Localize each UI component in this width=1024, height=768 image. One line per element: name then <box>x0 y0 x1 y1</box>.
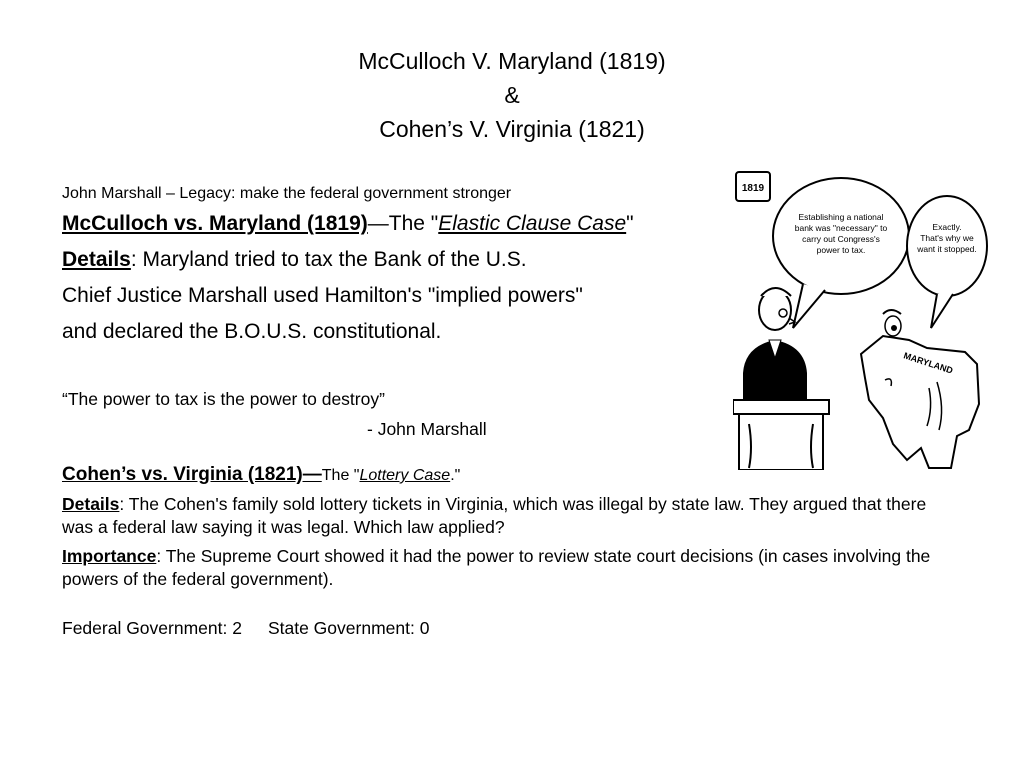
quote-attribution: - John Marshall <box>367 419 487 439</box>
right-bubble-tail <box>931 294 953 328</box>
left-bubble-line-4: power to tax. <box>816 245 866 255</box>
mcculloch-line-2: Chief Justice Marshall used Hamilton's "implied powers" <box>62 284 583 307</box>
marshall-figure <box>733 288 829 470</box>
title-line-3: Cohen’s V. Virginia (1821) <box>379 116 645 142</box>
cohens-details <box>62 493 962 539</box>
left-bubble-line-3: carry out Congress's <box>802 234 880 244</box>
right-bubble-line-2: That's why we <box>920 233 974 243</box>
cohens-details-label: Details <box>62 494 120 514</box>
slide-title <box>0 44 1024 146</box>
mcculloch-close-quote: " <box>626 212 634 235</box>
title-line-1: McCulloch V. Maryland (1819) <box>358 48 666 74</box>
intro-text: John Marshall – Legacy: make the federal government stronger <box>62 185 512 202</box>
mcculloch-nickname: Elastic Clause Case <box>438 212 627 235</box>
left-bubble-line-1: Establishing a national <box>798 212 884 222</box>
political-cartoon <box>733 168 991 470</box>
cohens-details-text: : The Cohen's family sold lottery tickets in Virginia, which was illegal by state law. They argued that there was a federal law saying it was legal. Which law applied? <box>62 494 927 537</box>
left-bubble-line-2: bank was "necessary" to <box>794 223 888 233</box>
cohens-heading: Cohen’s vs. Virginia (1821)— <box>62 464 322 485</box>
score-line <box>62 615 962 641</box>
cohens-importance-label: Importance <box>62 546 157 566</box>
mcculloch-details-text: : Maryland tried to tax the Bank of the U.S. <box>130 248 527 271</box>
maryland-figure <box>861 310 979 468</box>
cohens-nickname: Lottery Case <box>359 467 451 484</box>
cohens-importance <box>62 545 962 591</box>
cartoon-state-label: MARYLAND <box>902 350 955 376</box>
marshall-quote: “The power to tax is the power to destroy” <box>62 389 385 409</box>
score-federal: Federal Government: 2 <box>62 618 242 638</box>
left-bubble-tail <box>793 284 825 328</box>
cohens-importance-text: : The Supreme Court showed it had the power to review state court decisions (in cases involving the powers of the federal government). <box>62 546 931 589</box>
right-bubble-line-1: Exactly. <box>932 222 962 232</box>
mcculloch-heading: McCulloch vs. Maryland (1819) <box>62 212 368 235</box>
mcculloch-line-3: and declared the B.O.U.S. constitutional. <box>62 320 442 343</box>
right-bubble-line-3: want it stopped. <box>917 244 977 254</box>
mcculloch-dash-the: —The " <box>367 212 439 235</box>
cohens-the: The " <box>321 467 360 484</box>
mcculloch-details-label: Details <box>62 248 131 271</box>
cohens-close: ." <box>450 467 461 484</box>
cartoon-year: 1819 <box>741 183 765 194</box>
title-line-2: & <box>504 82 520 108</box>
score-state: State Government: 0 <box>267 618 430 638</box>
